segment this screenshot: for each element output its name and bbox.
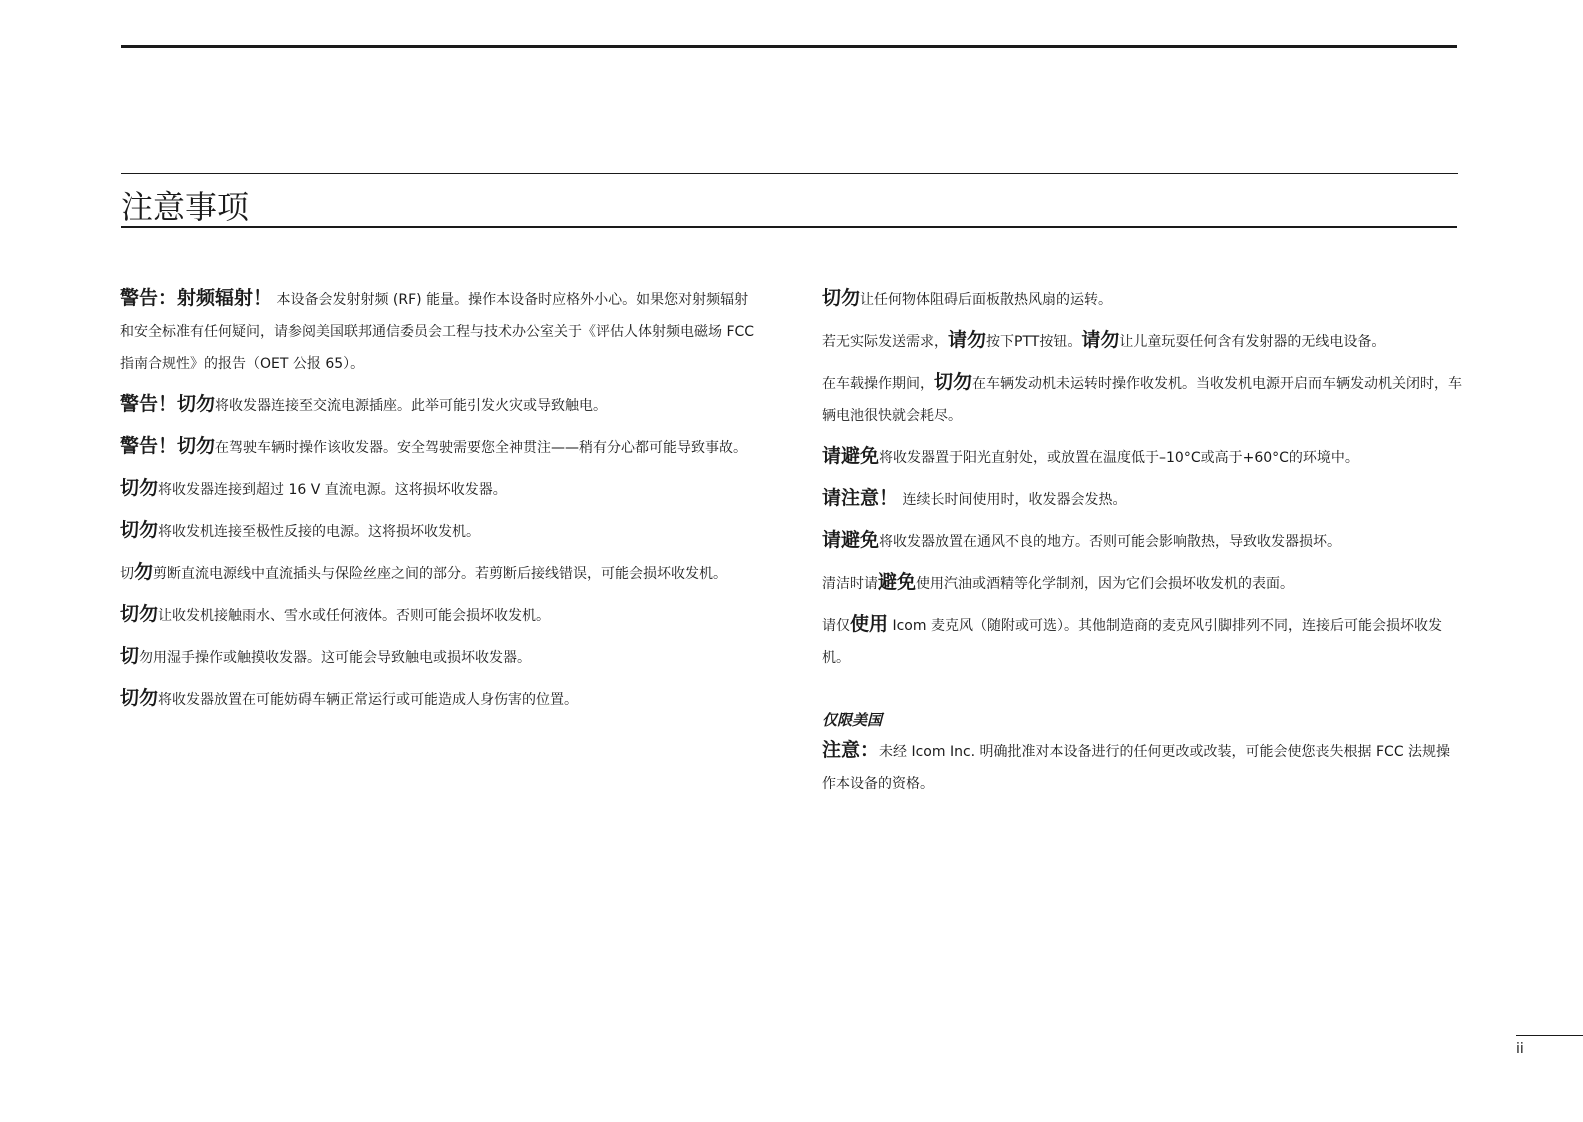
top-rule bbox=[121, 45, 1457, 48]
caution-heat bbox=[822, 482, 1462, 516]
caution-fan bbox=[822, 282, 1462, 316]
paragraph-text: 让任何物体阻碍后面板散热风扇的运转。 bbox=[860, 292, 1113, 308]
caution-dc-cable bbox=[120, 556, 760, 590]
bold-phrase: 请避免 bbox=[822, 445, 880, 467]
paragraph-prefix: 请仅 bbox=[822, 618, 850, 634]
page-title: 注意事项 bbox=[121, 188, 250, 226]
bold-phrase: 切勿 bbox=[934, 371, 973, 393]
caution-16v bbox=[120, 472, 760, 506]
paragraph-prefix: 切 bbox=[120, 566, 134, 582]
bold-phrase-2: 请勿 bbox=[1081, 329, 1120, 351]
bold-phrase: 切勿 bbox=[120, 519, 159, 541]
paragraph-text: 使用汽油或酒精等化学制剂，因为它们会损坏收发机的表面。 bbox=[916, 576, 1295, 592]
bold-phrase: 请避免 bbox=[822, 529, 880, 551]
caution-temperature bbox=[822, 440, 1462, 474]
us-only-heading: 仅限美国 bbox=[822, 711, 883, 729]
bold-phrase: 切勿 bbox=[822, 287, 861, 309]
warning-ac-outlet bbox=[120, 388, 760, 422]
paragraph-text: 勿用湿手操作或触摸收发器。这可能会导致触电或损坏收发器。 bbox=[139, 650, 532, 666]
bold-phrase: 切勿 bbox=[120, 687, 159, 709]
paragraph-text: 按下PTT按钮。 bbox=[986, 334, 1082, 350]
paragraph-text: 将收发器放置在可能妨碍车辆正常运行或可能造成人身伤害的位置。 bbox=[158, 692, 579, 708]
left-column bbox=[120, 282, 760, 724]
caution-ptt bbox=[822, 324, 1462, 358]
bold-phrase: 注意： bbox=[822, 739, 880, 761]
bold-phrase: 警告：射频辐射！ bbox=[120, 287, 273, 309]
paragraph-text: 本设备会发射射频 (RF) 能量。操作本设备时应格外小心。如果您对射频辐射和安全标准有任何疑问，请参阅美国联邦通信委员会工程与技术办公室关于《评估人体射频电磁场 FCC 指南合规性》的报告（OET 公报 65）。 bbox=[120, 292, 755, 372]
caution-cleaning bbox=[822, 566, 1462, 600]
paragraph-prefix: 若无实际发送需求， bbox=[822, 334, 948, 350]
bold-phrase: 请勿 bbox=[948, 329, 987, 351]
fcc-notice bbox=[822, 734, 1462, 800]
title-bottom-rule bbox=[121, 226, 1457, 228]
bold-phrase: 请注意！ bbox=[822, 487, 899, 509]
paragraph-text: 将收发机连接至极性反接的电源。这将损坏收发机。 bbox=[158, 524, 481, 540]
paragraph-text-2: 让儿童玩耍任何含有发射器的无线电设备。 bbox=[1119, 334, 1386, 350]
bold-phrase: 使用 bbox=[850, 613, 889, 635]
warning-driving bbox=[120, 430, 760, 464]
bold-phrase: 警告！切勿 bbox=[120, 435, 216, 457]
paragraph-text: 将收发器连接到超过 16 V 直流电源。这将损坏收发器。 bbox=[158, 482, 507, 498]
caution-ventilation bbox=[822, 524, 1462, 558]
bold-phrase: 勿 bbox=[134, 561, 154, 583]
paragraph-text: Icom 麦克风（随附或可选）。其他制造商的麦克风引脚排列不同，连接后可能会损坏收发机。 bbox=[822, 618, 1442, 666]
caution-engine-off bbox=[822, 366, 1462, 432]
paragraph-prefix: 清洁时请 bbox=[822, 576, 878, 592]
bold-phrase: 切勿 bbox=[120, 603, 159, 625]
paragraph-text: 未经 Icom Inc. 明确批准对本设备进行的任何更改或改装，可能会使您丧失根据 FCC 法规操作本设备的资格。 bbox=[822, 744, 1451, 792]
bold-phrase: 切 bbox=[120, 645, 140, 667]
right-column bbox=[822, 282, 1462, 808]
paragraph-text: 在驾驶车辆时操作该收发器。安全驾驶需要您全神贯注——稍有分心都可能导致事故。 bbox=[215, 440, 748, 456]
paragraph-text: 将收发器连接至交流电源插座。此举可能引发火灾或导致触电。 bbox=[215, 398, 608, 414]
bold-phrase: 避免 bbox=[878, 571, 917, 593]
section-spacer bbox=[822, 682, 1462, 706]
page-number-rule bbox=[1516, 1035, 1583, 1036]
paragraph-text: 让收发机接触雨水、雪水或任何液体。否则可能会损坏收发机。 bbox=[158, 608, 551, 624]
paragraph-text: 剪断直流电源线中直流插头与保险丝座之间的部分。若剪断后接线错误，可能会损坏收发机。 bbox=[153, 566, 728, 582]
caution-liquids bbox=[120, 598, 760, 632]
paragraph-text: 将收发器放置在通风不良的地方。否则可能会影响散热，导致收发器损坏。 bbox=[879, 534, 1342, 550]
caution-wet-hands bbox=[120, 640, 760, 674]
paragraph-text: 在车辆发动机未运转时操作收发机。当收发机电源开启而车辆发动机关闭时，车辆电池很快就会耗尽。 bbox=[822, 376, 1463, 424]
warning-rf-exposure bbox=[120, 282, 760, 380]
caution-placement bbox=[120, 682, 760, 716]
caution-microphone bbox=[822, 608, 1462, 674]
paragraph-text: 将收发器置于阳光直射处，或放置在温度低于–10°C或高于+60°C的环境中。 bbox=[879, 450, 1359, 466]
caution-reverse-polarity bbox=[120, 514, 760, 548]
page-number: ii bbox=[1516, 1041, 1524, 1057]
paragraph-text: 连续长时间使用时，收发器会发热。 bbox=[902, 492, 1127, 508]
title-top-rule bbox=[121, 173, 1458, 174]
bold-phrase: 警告！切勿 bbox=[120, 393, 216, 415]
paragraph-prefix: 在车载操作期间， bbox=[822, 376, 934, 392]
bold-phrase: 切勿 bbox=[120, 477, 159, 499]
